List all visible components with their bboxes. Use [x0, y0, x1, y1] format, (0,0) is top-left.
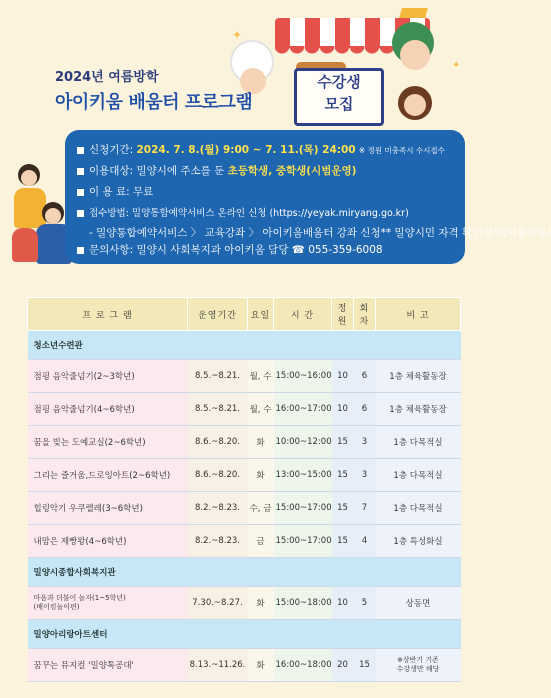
kid-face-icon [21, 170, 37, 186]
sign-line-2: 모집 [324, 95, 354, 113]
col-header: 운영기간 [188, 298, 248, 331]
table-row [28, 587, 461, 620]
sessions-cell: 6 [354, 360, 376, 393]
col-header: 정원 [332, 298, 354, 331]
target-row [77, 163, 356, 178]
period-cell: 8.6.~8.20. [188, 426, 248, 459]
capacity-cell: 15 [332, 492, 354, 525]
program-cell: 점핑 음악줄넘기(4~6학년) [28, 393, 188, 426]
table-body [28, 331, 461, 682]
program-cell: 힐링악기 우쿠렐레(3~6학년) [28, 492, 188, 525]
days-cell: 화 [248, 426, 274, 459]
days-cell: 수, 금 [248, 492, 274, 525]
method-text: 접수방법: 밀양통합예약서비스 온라인 신청 (https://yeyak.miryang.go.kr) [89, 208, 409, 219]
col-header: 프 로 그 램 [28, 298, 188, 331]
table-row [28, 360, 461, 393]
table-row [28, 492, 461, 525]
note-cell: 1층 체육활동장 [376, 360, 461, 393]
sessions-cell: 3 [354, 426, 376, 459]
program-cell: 마음과 더불어 놀자(1~5학년) (베이킹놀이편) [28, 587, 188, 620]
capacity-cell: 15 [332, 426, 354, 459]
note-cell: ※상반기 기존 수강생만 해당 [376, 649, 461, 682]
section-title: 청소년수련관 [28, 331, 461, 360]
time-cell: 10:00~12:00 [274, 426, 332, 459]
note-cell: 1층 다목적실 [376, 459, 461, 492]
note-cell: 1층 체육활동장 [376, 393, 461, 426]
bullet-icon [77, 210, 84, 217]
kid-body-icon-3 [12, 228, 38, 262]
note-cell: 상동면 [376, 587, 461, 620]
section-row [28, 331, 461, 360]
period-cell: 7.30.~8.27. [188, 587, 248, 620]
capacity-cell: 15 [332, 459, 354, 492]
program-cell: 점핑 음악줄넘기(2~3학년) [28, 360, 188, 393]
target-value: 초등학생, 중학생(시범운영) [227, 165, 357, 177]
program-cell: 꿈을 빚는 도예교실(2~6학년) [28, 426, 188, 459]
apply-label: 신청기간: [89, 144, 134, 156]
table-header-row [28, 298, 461, 331]
kid-face [400, 40, 430, 70]
note-cell: 1층 다목적실 [376, 426, 461, 459]
info-box [65, 130, 551, 264]
header [0, 0, 480, 120]
section-title: 밀양시종합사회복지관 [28, 558, 461, 587]
table-row [28, 393, 461, 426]
table-row [28, 649, 461, 682]
kid-body-icon [14, 188, 46, 228]
section-row [28, 558, 461, 587]
col-header: 회차 [354, 298, 376, 331]
page-title: 아이키움 배움터 프로그램 [55, 92, 253, 113]
col-header: 시 간 [274, 298, 332, 331]
col-header: 요일 [248, 298, 274, 331]
time-cell: 16:00~18:00 [274, 649, 332, 682]
sessions-cell: 6 [354, 393, 376, 426]
fee-row [77, 184, 153, 199]
note-cell: 1층 다목적실 [376, 492, 461, 525]
period-cell: 8.2.~8.23. [188, 525, 248, 558]
days-cell: 화 [248, 649, 274, 682]
period-cell: 8.5.~8.21. [188, 393, 248, 426]
recruit-sign [294, 68, 384, 126]
sign-line-1: 수강생 [317, 73, 361, 91]
program-cell: 꿈꾸는 뮤지컬 '밀양톡공대' [28, 649, 188, 682]
program-cell: 내맘은 제빵왕(4~6학년) [28, 525, 188, 558]
time-cell: 15:00~16:00 [274, 360, 332, 393]
time-cell: 16:00~17:00 [274, 393, 332, 426]
program-table [27, 297, 461, 682]
days-cell: 화 [248, 587, 274, 620]
capacity-cell: 10 [332, 360, 354, 393]
sessions-cell: 5 [354, 587, 376, 620]
days-cell: 화 [248, 459, 274, 492]
sparkle-icon: ✦ [452, 60, 461, 71]
apply-period-row [77, 142, 445, 157]
time-cell: 13:00~15:00 [274, 459, 332, 492]
period-cell: 8.6.~8.20. [188, 459, 248, 492]
note-cell: 1층 특성화실 [376, 525, 461, 558]
sessions-cell: 7 [354, 492, 376, 525]
sessions-cell: 3 [354, 459, 376, 492]
kid-face-icon-2 [45, 208, 61, 224]
table-row [28, 459, 461, 492]
section-row [28, 620, 461, 649]
capacity-cell: 10 [332, 587, 354, 620]
target-label: 이용대상: 밀양시에 주소를 둔 [89, 165, 225, 177]
bullet-icon [77, 147, 84, 154]
table-row [28, 525, 461, 558]
contact-row [77, 242, 383, 257]
method-row [77, 205, 409, 219]
capacity-cell: 20 [332, 649, 354, 682]
girl-face [404, 94, 426, 116]
period-cell: 8.5.~8.21. [188, 360, 248, 393]
capacity-cell: 15 [332, 525, 354, 558]
contact-text: 문의사항: 밀양시 사회복지과 아이키움 담당 ☎ 055-359-6008 [89, 244, 383, 256]
time-cell: 15:00~18:00 [274, 587, 332, 620]
year-line: 2024년 여름방학 [55, 70, 159, 85]
section-title: 밀양아리랑아트센터 [28, 620, 461, 649]
bullet-icon [77, 247, 84, 254]
time-cell: 15:00~17:00 [274, 525, 332, 558]
method-sub-row: - 밀양통합예약서비스 〉 교육강좌 〉 아이키움배움터 강좌 신청** 밀양시민 자격 확인절차(이용아동) [89, 227, 551, 239]
sparkle-icon: ✦ [232, 28, 243, 42]
time-cell: 15:00~17:00 [274, 492, 332, 525]
program-cell: 그리는 즐거움,드로잉아트(2~6학년) [28, 459, 188, 492]
period-cell: 8.2.~8.23. [188, 492, 248, 525]
apply-value: 2024. 7. 8.(월) 9:00 ~ 7. 11.(목) 24:00 [136, 144, 356, 156]
program-table-wrap [27, 297, 460, 682]
apply-note: ※ 정원 미충족시 수시접수 [358, 146, 445, 155]
sessions-cell: 15 [354, 649, 376, 682]
days-cell: 월, 수 [248, 393, 274, 426]
fee-text: 이 용 료: 무료 [89, 186, 154, 198]
days-cell: 금 [248, 525, 274, 558]
capacity-cell: 10 [332, 393, 354, 426]
bullet-icon [77, 189, 84, 196]
col-header: 비 고 [376, 298, 461, 331]
table-row [28, 426, 461, 459]
days-cell: 월, 수 [248, 360, 274, 393]
period-cell: 8.13.~11.26. [188, 649, 248, 682]
sessions-cell: 4 [354, 525, 376, 558]
bullet-icon [77, 168, 84, 175]
